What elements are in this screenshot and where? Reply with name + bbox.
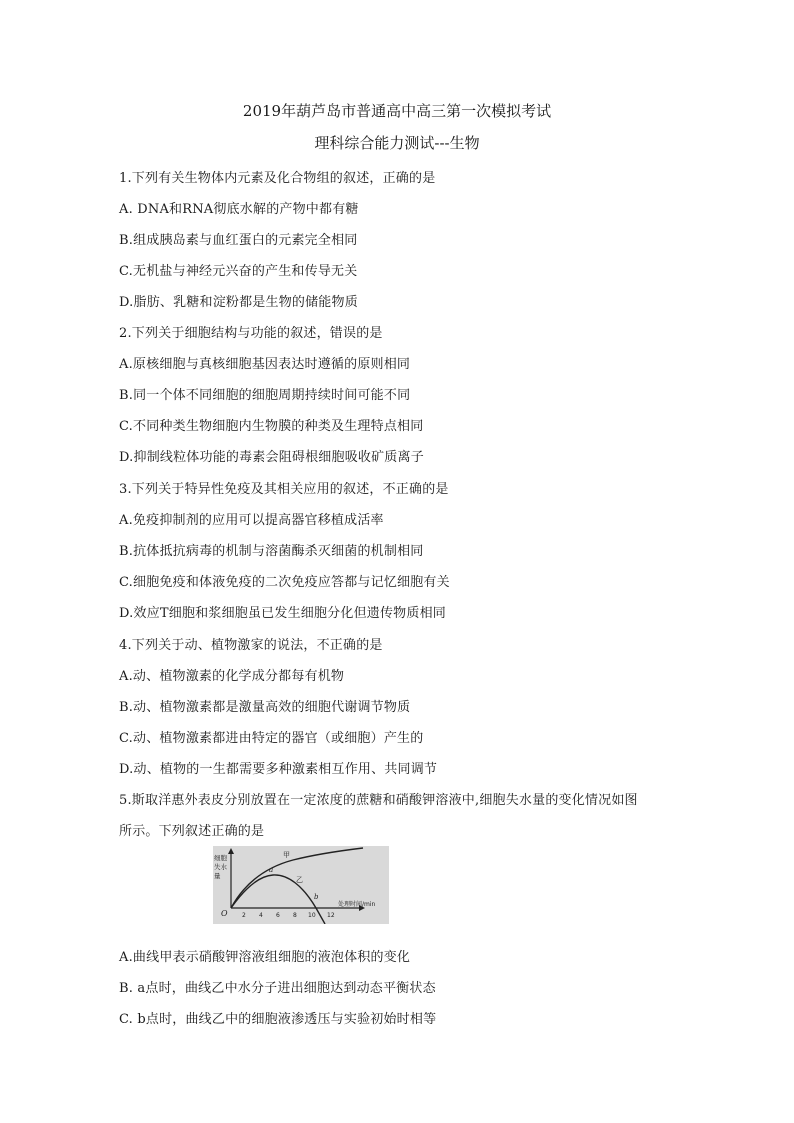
option-1a: A. DNA和RNA彻底水解的产物中都有糖: [119, 202, 359, 217]
y-axis-label-3: 量: [214, 872, 221, 880]
tick-6: 6: [276, 912, 280, 919]
option-3d: D.效应T细胞和浆细胞虽已发生细胞分化但遗传物质相同: [119, 606, 446, 621]
exam-title: 2019年葫芦岛市普通高中高三第一次模拟考试: [242, 102, 552, 120]
option-1b: B.组成胰岛素与血红蛋白的元素完全相同: [119, 233, 358, 248]
option-5a: A.曲线甲表示硝酸钾溶液组细胞的液泡体积的变化: [119, 950, 411, 965]
point-b-label: b: [314, 893, 319, 901]
question-4: 4.下列关于动、植物激家的说法，不正确的是: [119, 638, 383, 653]
y-axis-arrow: [228, 848, 234, 854]
y-axis-label-1: 细胞: [214, 854, 227, 862]
curve-b-label: 乙: [296, 876, 303, 884]
option-4b: B.动、植物激素都是激量高效的细胞代谢调节物质: [119, 700, 411, 715]
option-2a: A.原核细胞与真核细胞基因表达时遵循的原则相同: [119, 357, 411, 372]
option-3b: B.抗体抵抗病毒的机制与溶菌酶杀灭细菌的机制相同: [119, 544, 424, 559]
option-2d: D.抑制线粒体功能的毒素会阻碍根细胞吸收矿质离子: [119, 450, 424, 465]
tick-10: 10: [308, 912, 316, 919]
option-5c: C. b点时，曲线乙中的细胞液渗透压与实验初始时相等: [119, 1012, 437, 1027]
tick-12: 12: [327, 912, 335, 919]
tick-8: 8: [293, 912, 297, 919]
point-a-label: a: [269, 866, 274, 874]
option-5b: B. a点时，曲线乙中水分子进出细胞达到动态平衡状态: [119, 981, 436, 996]
question-5: 5.斯取洋惠外表皮分别放置在一定浓度的蔗糖和硝酸钾溶液中,细胞失水量的变化情况如图: [119, 793, 638, 808]
option-4a: A.动、植物激素的化学成分都每有机物: [119, 669, 345, 684]
exam-subtitle: 理科综合能力测试---生物: [314, 134, 480, 152]
question-1: 1.下列有关生物体内元素及化合物组的叙述，正确的是: [119, 171, 436, 186]
y-axis-label-2: 失水: [214, 863, 227, 871]
option-3a: A.免疫抑制剂的应用可以提高器官移植成活率: [119, 513, 384, 528]
x-axis-label: 处理时间/min: [338, 901, 376, 908]
option-1c: C.无机盐与神经元兴奋的产生和传导无关: [119, 264, 358, 279]
option-3c: C.细胞免疫和体液免疫的二次免疫应答都与记忆细胞有关: [119, 575, 450, 590]
tick-4: 4: [259, 912, 263, 919]
option-4c: C.动、植物激素都进由特定的器官（或细胞）产生的: [119, 731, 424, 746]
tick-2: 2: [242, 912, 246, 919]
option-4d: D.动、植物的一生都需要多种激素相互作用、共同调节: [119, 762, 438, 777]
question-2: 2.下列关于细胞结构与功能的叙述，错误的是: [119, 326, 383, 341]
question-3: 3.下列关于特异性免疫及其相关应用的叙述，不正确的是: [119, 482, 449, 497]
origin-label: O: [221, 909, 228, 918]
option-1d: D.脂肪、乳糖和淀粉都是生物的储能物质: [119, 295, 358, 310]
curve-a-label: 甲: [283, 851, 290, 859]
question-5-cont: 所示。下列叙述正确的是: [119, 824, 265, 839]
option-2c: C.不同种类生物细胞内生物膜的种类及生理特点相同: [119, 419, 424, 434]
water-loss-figure: [213, 846, 389, 924]
option-2b: B.同一个体不同细胞的细胞周期持续时间可能不同: [119, 388, 411, 403]
